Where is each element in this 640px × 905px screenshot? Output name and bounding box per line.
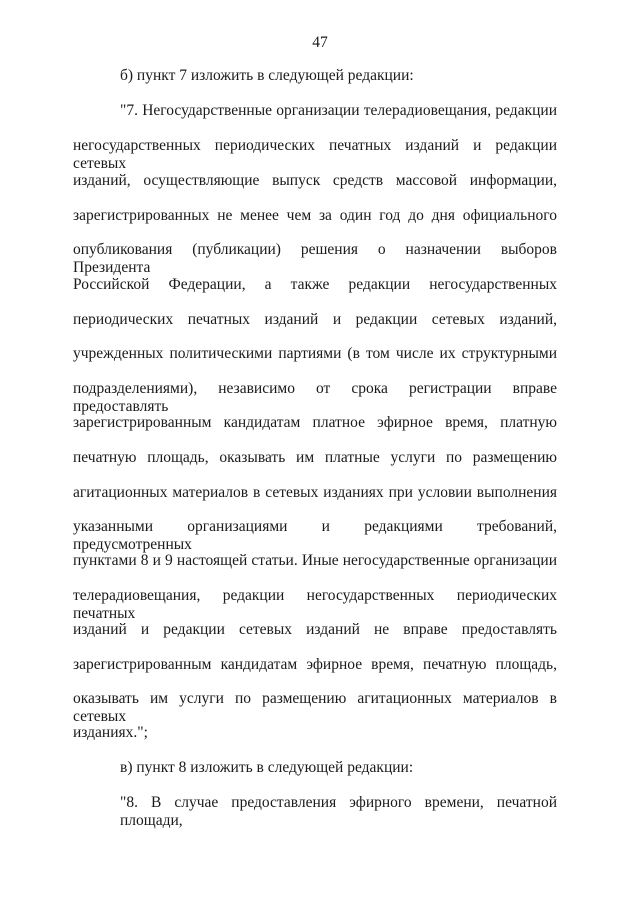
text-line: в) пункт 8 изложить в следующей редакции: (120, 759, 414, 776)
text-line: опубликования (публикации) решения о назначении выборов Президента (73, 241, 557, 276)
text-line: печатную площадь, оказывать им платные услуги по размещению (73, 449, 557, 466)
page-number: 47 (312, 34, 328, 51)
text-line: изданий, осуществляющие выпуск средств массовой информации, (73, 172, 557, 189)
text-line: "7. Негосударственные организации телерадиовещания, редакции (120, 102, 557, 119)
text-line: телерадиовещания, редакции негосударственных периодических печатных (73, 587, 557, 622)
text-line: пунктами 8 и 9 настоящей статьи. Иные негосударственные организации (73, 552, 557, 569)
text-line: зарегистрированных не менее чем за один год до дня официального (73, 207, 557, 224)
text-line: "8. В случае предоставления эфирного времени, печатной площади, (120, 794, 557, 829)
text-line: зарегистрированным кандидатам платное эфирное время, платную (73, 414, 557, 431)
text-line: указанными организациями и редакциями требований, предусмотренных (73, 518, 557, 553)
text-line: зарегистрированным кандидатам эфирное время, печатную площадь, (73, 656, 557, 673)
text-line: б) пункт 7 изложить в следующей редакции: (120, 67, 414, 84)
text-line: агитационных материалов в сетевых изданиях при условии выполнения (73, 484, 557, 501)
text-line: подразделениями), независимо от срока регистрации вправе предоставлять (73, 380, 557, 415)
text-line: изданиях."; (73, 724, 148, 741)
text-line: негосударственных периодических печатных изданий и редакции сетевых (73, 137, 557, 172)
text-line: Российской Федерации, а также редакции негосударственных (73, 276, 557, 293)
text-line: оказывать им услуги по размещению агитационных материалов в сетевых (73, 690, 557, 725)
text-line: периодических печатных изданий и редакции сетевых изданий, (73, 311, 557, 328)
text-line: изданий и редакции сетевых изданий не вправе предоставлять (73, 621, 557, 638)
text-line: учрежденных политическими партиями (в том числе их структурными (73, 345, 557, 362)
